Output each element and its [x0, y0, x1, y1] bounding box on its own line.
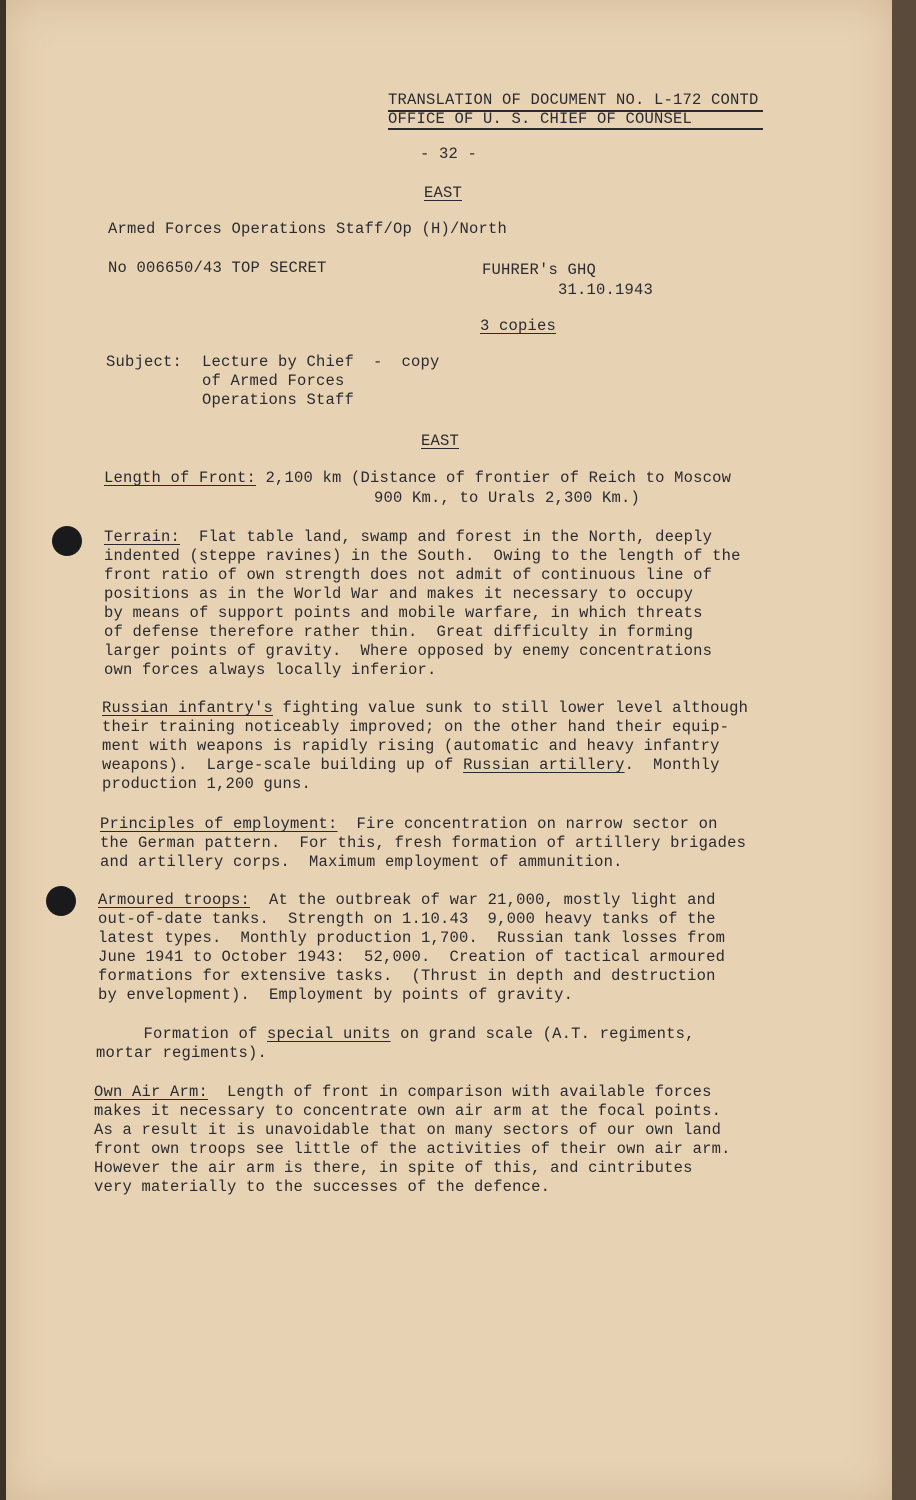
airarm-label: Own Air Arm: — [94, 1083, 209, 1101]
terrain-line-1: Flat table land, swamp and forest in the North, deeply — [180, 528, 713, 546]
airarm-line: front own troops see little of the activities of their own air arm. — [94, 1140, 731, 1158]
header-line-2: OFFICE OF U. S. CHIEF OF COUNSEL — [388, 110, 693, 128]
infantry-line-1: fighting value sunk to still lower level although — [273, 699, 749, 717]
armoured-line: out-of-date tanks. Strength on 1.10.43 9,000 heavy tanks of the — [98, 910, 716, 928]
terrain-line: indented (steppe ravines) in the South. Owing to the length of the — [104, 547, 741, 565]
terrain-first-line — [104, 528, 712, 547]
section-title: EAST — [424, 184, 463, 202]
armoured-line: June 1941 to October 1943: 52,000. Creation of tactical armoured — [98, 948, 726, 966]
armoured-line: formations for extensive tasks. (Thrust in depth and destruction — [98, 967, 716, 985]
airarm-line: very materially to the successes of the defence. — [94, 1178, 551, 1196]
staff-line: Armed Forces Operations Staff/Op (H)/North — [108, 220, 508, 238]
terrain-label: Terrain: — [104, 528, 181, 546]
principles-line-1: Fire concentration on narrow sector on — [337, 815, 718, 833]
punch-hole — [46, 886, 76, 916]
copies-line: 3 copies — [480, 317, 557, 335]
principles-label: Principles of employment: — [100, 815, 338, 833]
infantry-label: Russian infantry's — [102, 699, 274, 717]
airarm-first-line — [94, 1083, 712, 1102]
date-line: 31.10.1943 — [558, 281, 654, 299]
special-first-line — [96, 1025, 695, 1044]
east-heading: EAST — [421, 432, 460, 450]
infantry-line-3: ment with weapons is rapidly rising (automatic and heavy infantry — [102, 737, 720, 755]
special-units: special units — [267, 1025, 391, 1043]
hq-line: FUHRER's GHQ — [482, 261, 597, 279]
front-paragraph — [104, 469, 731, 488]
armoured-line: latest types. Monthly production 1,700. Russian tank losses from — [98, 929, 726, 947]
airarm-line: However the air arm is there, in spite of this, and cintributes — [94, 1159, 693, 1177]
airarm-line: As a result it is unavoidable that on many sectors of our own land — [94, 1121, 722, 1139]
armoured-line: by envelopment). Employment by points of gravity. — [98, 986, 574, 1004]
terrain-line: by means of support points and mobile warfare, in which threats — [104, 604, 703, 622]
page-edge — [892, 0, 916, 1500]
armoured-label: Armoured troops: — [98, 891, 251, 909]
front-line-1: 2,100 km (Distance of frontier of Reich to Moscow — [256, 469, 732, 487]
special-line-2: mortar regiments). — [96, 1044, 268, 1062]
terrain-line: of defense therefore rather thin. Great difficulty in forming — [104, 623, 694, 641]
subject-line-1: Lecture by Chief - copy — [202, 353, 440, 371]
special-line-1a: Formation of — [96, 1025, 268, 1043]
airarm-line-1: Length of front in comparison with available forces — [208, 1083, 712, 1101]
subject-line-2: of Armed Forces — [202, 372, 345, 390]
airarm-line: makes it necessary to concentrate own air arm at the focal points. — [94, 1102, 722, 1120]
infantry-first-line — [102, 699, 748, 718]
infantry-line-4c: . Monthly — [624, 756, 720, 774]
russian-artillery: Russian artillery — [463, 756, 625, 774]
infantry-line-2: their training noticeably improved; on the other hand their equip- — [102, 718, 730, 736]
terrain-line: positions as in the World War and makes it necessary to occupy — [104, 585, 694, 603]
subject-label: Subject: — [106, 353, 183, 371]
principles-line-3: and artillery corps. Maximum employment of ammunition. — [100, 853, 623, 871]
punch-hole — [52, 526, 82, 556]
armoured-line-1: At the outbreak of war 21,000, mostly light and — [250, 891, 716, 909]
armoured-first-line — [98, 891, 716, 910]
terrain-line: front ratio of own strength does not admit of continuous line of — [104, 566, 713, 584]
principles-line-2: the German pattern. For this, fresh formation of artillery brigades — [100, 834, 747, 852]
terrain-line: own forces always locally inferior. — [104, 661, 437, 679]
terrain-line: larger points of gravity. Where opposed by enemy concentrations — [104, 642, 713, 660]
infantry-line-4a: weapons). Large-scale building up of — [102, 756, 464, 774]
front-line-2: 900 Km., to Urals 2,300 Km.) — [374, 489, 641, 507]
page-number: - 32 - — [420, 145, 478, 163]
infantry-line-4 — [102, 756, 720, 775]
subject-line-3: Operations Staff — [202, 391, 355, 409]
doc-number: No 006650/43 TOP SECRET — [108, 259, 327, 277]
principles-first-line — [100, 815, 718, 834]
header-rule — [388, 128, 763, 130]
special-line-1c: on grand scale (A.T. regiments, — [390, 1025, 695, 1043]
infantry-line-5: production 1,200 guns. — [102, 775, 312, 793]
front-label: Length of Front: — [104, 469, 257, 487]
header-line-1: TRANSLATION OF DOCUMENT NO. L-172 CONTD — [388, 91, 759, 109]
